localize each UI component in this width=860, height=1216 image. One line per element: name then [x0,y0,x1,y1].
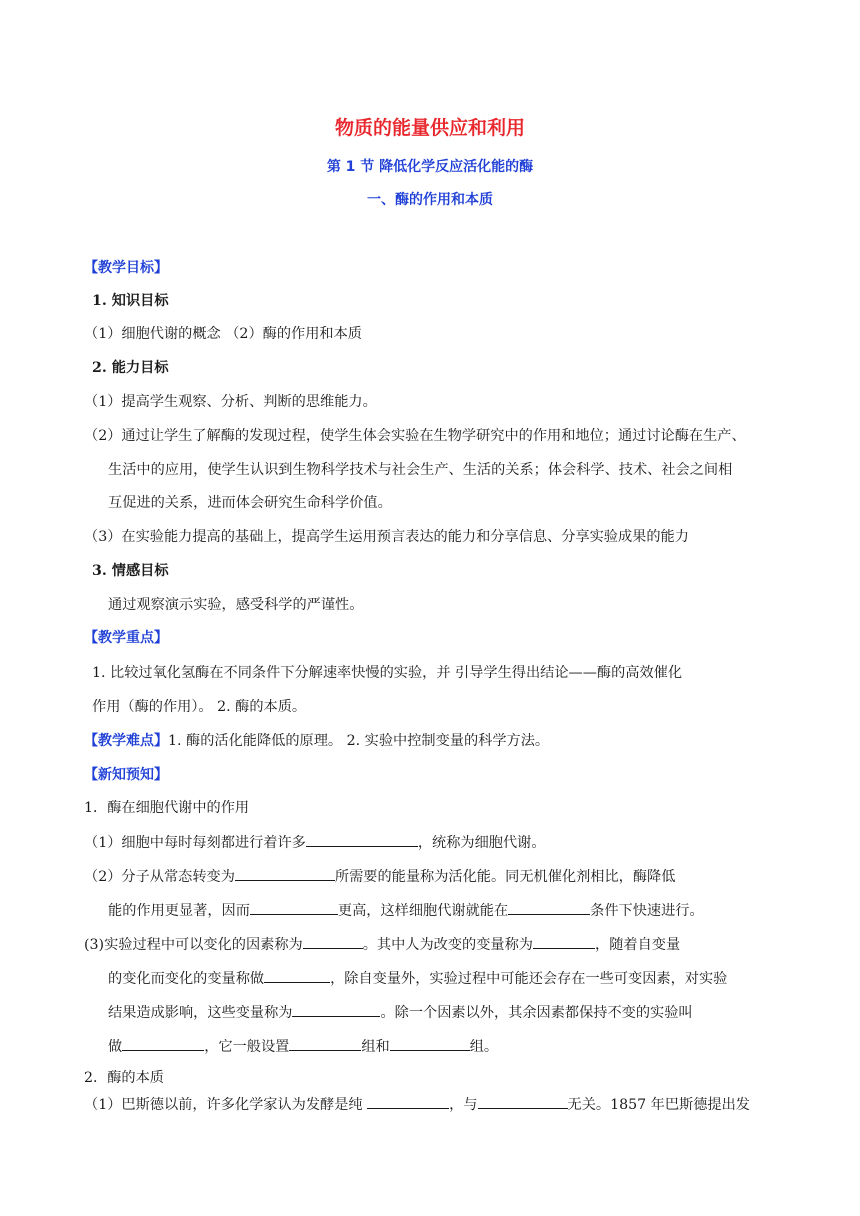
text-fragment: 更高，这样细胞代谢就能在 [337,903,509,919]
ability-goal-2a: （2）通过让学生了解酶的发现过程，使学生体会实验在生物学研究中的作用和地位；通过讨论酶在生产、 [84,428,746,444]
answer-blank[interactable] [303,934,363,949]
text-fragment: 。其中人为改变的变量称为 [362,937,533,953]
answer-blank[interactable] [478,1094,568,1109]
answer-blank[interactable] [367,1094,449,1109]
ability-goal-3: （3）在实验能力提高的基础上，提高学生运用预言表达的能力和分享信息、分享实验成果的能力 [84,529,689,545]
difficulties-line [84,731,549,751]
text-fragment: (3)实验过程中可以变化的因素称为 [84,937,303,953]
key-points-line-1: 1. 比较过氧化氢酶在不同条件下分解速率快慢的实验，并 引导学生得出结论——酶的高效催化 [92,665,683,681]
preview-q3-line-4 [108,1036,498,1057]
preview-q3-line-3 [108,1002,693,1023]
knowledge-goal-title: 1. 知识目标 [92,293,169,309]
text-fragment: 的变化而变化的变量称做 [108,971,265,987]
answer-blank[interactable] [292,1002,380,1017]
ability-goal-1: （1）提高学生观察、分析、判断的思维能力。 [84,394,377,410]
preview-section-1-title: 1．酶在细胞代谢中的作用 [84,800,250,816]
text-fragment: ，除自变量外，实验过程中可能还会存在一些可变因素，对实验 [330,971,728,987]
text-fragment: （1）巴斯德以前，许多化学家认为发酵是纯 [84,1097,368,1113]
ability-goal-2b: 生活中的应用，使学生认识到生物科学技术与社会生产、生活的关系；体会科学、技术、社会之间相 [108,462,733,478]
text-fragment: 做 [108,1039,123,1055]
key-points-heading: 【教学重点】 [84,630,168,646]
text-fragment: （2）分子从常态转变为 [84,869,235,885]
answer-blank[interactable] [235,866,335,881]
subsection-title: 一、酶的作用和本质 [367,192,493,208]
emotion-goal-text: 通过观察演示实验，感受科学的严谨性。 [108,597,364,613]
text-fragment: （1）细胞中每时每刻都进行着许多 [84,835,306,851]
text-fragment: 能的作用更显著，因而 [108,903,250,919]
preview-heading: 【新知预知】 [84,767,168,783]
answer-blank[interactable] [122,1036,204,1051]
preview-section-2-title: 2．酶的本质 [84,1070,164,1086]
text-fragment: ，随着自变量 [595,937,681,953]
answer-blank[interactable] [390,1036,470,1051]
answer-blank[interactable] [264,968,330,983]
text-fragment: 无关。1857 年巴斯德提出发 [567,1097,750,1113]
preview-q2-line-1 [84,866,675,887]
text-fragment: 。除一个因素以外，其余因素都保持不变的实验叫 [380,1005,693,1021]
section-title: 第 1 节 降低化学反应活化能的酶 [326,159,534,175]
knowledge-goal-items: （1）细胞代谢的概念 （2）酶的作用和本质 [84,326,362,342]
difficulties-text: 1. 酶的活化能降低的原理。 2. 实验中控制变量的科学方法。 [168,733,550,749]
emotion-goal-title: 3. 情感目标 [92,563,169,579]
text-fragment: ，它一般设置 [204,1039,290,1055]
answer-blank[interactable] [289,1036,361,1051]
ability-goal-title: 2. 能力目标 [92,360,169,376]
preview-q1 [84,832,546,853]
difficulties-heading: 【教学难点】 [84,733,168,749]
key-points-line-2: 作用（酶的作用）。 2. 酶的本质。 [92,699,307,715]
preview-section-2-q1 [84,1094,750,1115]
text-fragment: 组。 [469,1039,499,1055]
answer-blank[interactable] [250,900,338,915]
text-fragment: 条件下快速进行。 [590,903,704,919]
ability-goal-2c: 互促进的关系，进而体会研究生命科学价值。 [108,495,392,511]
text-fragment: 组和 [361,1039,390,1055]
text-fragment: 所需要的能量称为活化能。同无机催化剂相比，酶降低 [334,869,676,885]
preview-q3-line-1 [84,934,680,955]
answer-blank[interactable] [508,900,590,915]
answer-blank[interactable] [533,934,595,949]
text-fragment: ，统称为细胞代谢。 [417,835,546,851]
document-title: 物质的能量供应和利用 [334,117,525,139]
text-fragment: 结果造成影响，这些变量称为 [108,1005,293,1021]
text-fragment: ，与 [449,1097,478,1113]
preview-q2-line-2 [108,900,704,921]
answer-blank[interactable] [306,832,418,847]
goals-heading: 【教学目标】 [84,260,168,276]
preview-q3-line-2 [108,968,727,989]
